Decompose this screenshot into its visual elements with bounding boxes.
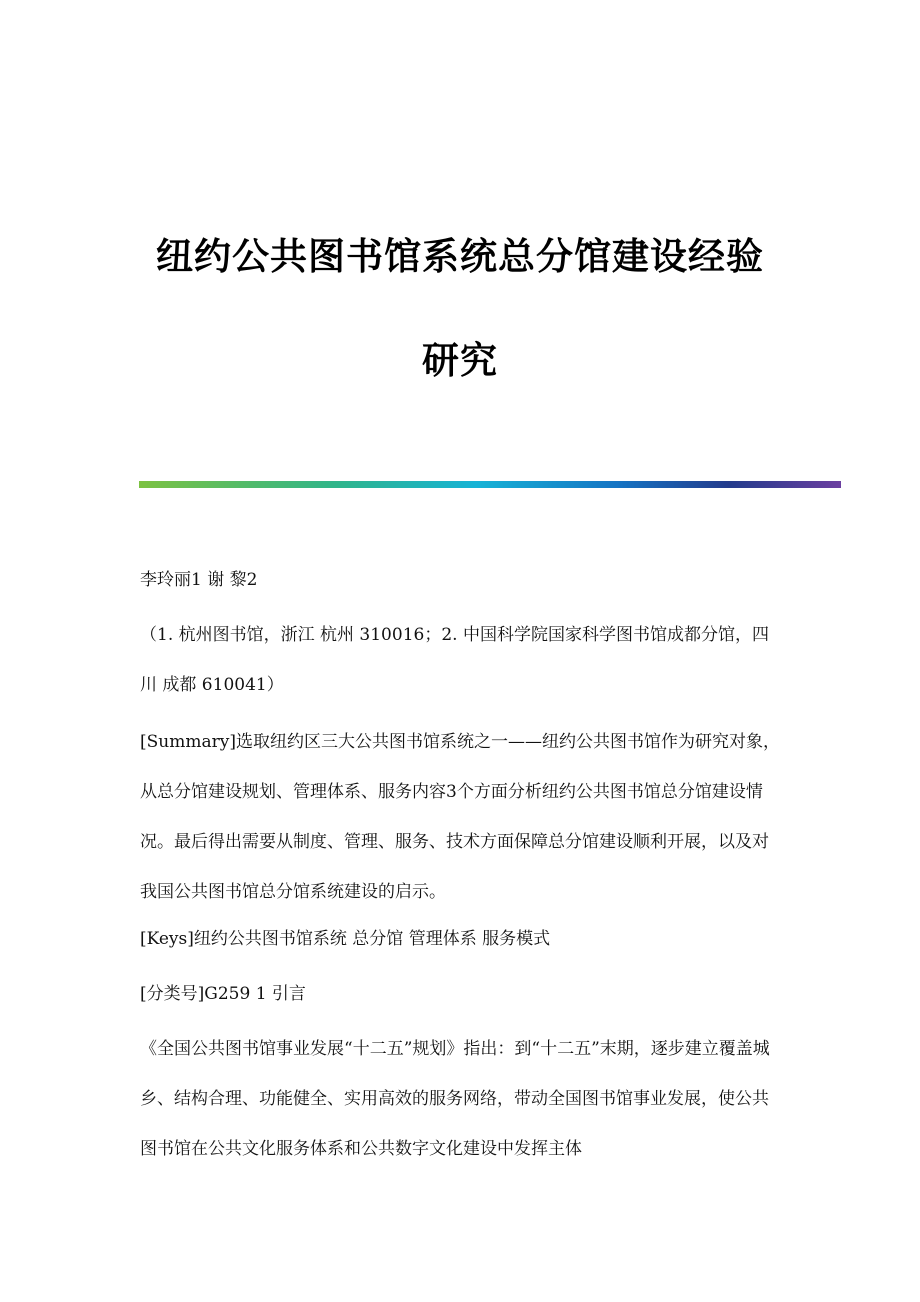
authors-text: 李玲丽1 谢 黎2: [140, 570, 258, 590]
intro-paragraph: [140, 1024, 780, 1174]
document-title: 纽约公共图书馆系统总分馆建设经验研究: [156, 235, 764, 382]
affiliation-text: （1. 杭州图书馆，浙江 杭州 310016；2. 中国科学院国家科学图书馆成都分馆，四川 成都 610041）: [140, 625, 769, 695]
title-divider: [139, 481, 841, 488]
summary-paragraph: [140, 717, 780, 917]
classification-line: [140, 969, 780, 1019]
classification-text: [分类号]G259 1 引言: [140, 984, 306, 1004]
authors-line: [140, 555, 780, 605]
intro-text: 《全国公共图书馆事业发展“十二五”规划》指出：到“十二五”末期，逐步建立覆盖城乡、结构合理、功能健全、实用高效的服务网络，带动全国图书馆事业发展，使公共图书馆在公共文化服务体系和公共数字文化建设中发挥主体: [140, 1039, 770, 1159]
keywords-line: [140, 914, 780, 964]
summary-text: [Summary]选取纽约区三大公共图书馆系统之一——纽约公共图书馆作为研究对象，从总分馆建设规划、管理体系、服务内容3个方面分析纽约公共图书馆总分馆建设情况。最后得出需要从制度、管理、服务、技术方面保障总分馆建设顺利开展，以及对我国公共图书馆总分馆系统建设的启示。: [140, 732, 780, 902]
keywords-text: [Keys]纽约公共图书馆系统 总分馆 管理体系 服务模式: [140, 929, 551, 949]
affiliation-paragraph: [140, 610, 780, 710]
